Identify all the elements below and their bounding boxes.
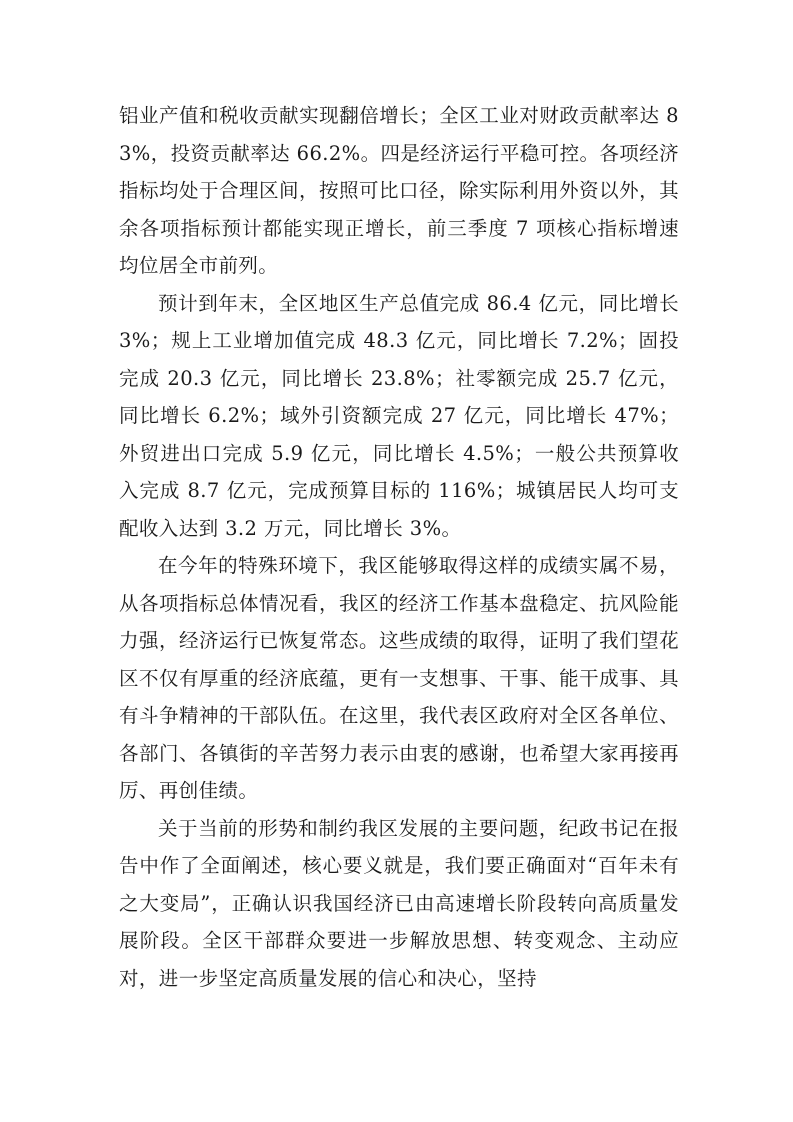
- paragraph-3: 在今年的特殊环境下，我区能够取得这样的成绩实属不易，从各项指标总体情况看，我区的经济工作基本盘稳定、抗风险能力强，经济运行已恢复常态。这些成绩的取得，证明了我们望花区不仅有厚重的经济底蕴，更有一支想事、干事、能干成事、具有斗争精神的干部队伍。在这里，我代表区政府对全区各单位、各部门、各镇街的辛苦努力表示由衷的感谢，也希望大家再接再厉、再创佳绩。: [119, 554, 679, 802]
- document-body: [119, 97, 679, 997]
- paragraph-2: 预计到年末，全区地区生产总值完成 86.4 亿元，同比增长 3%；规上工业增加值完成 48.3 亿元，同比增长 7.2%；固投完成 20.3 亿元，同比增长 23.8%；社零额完成 25.7 亿元，同比增长 6.2%；域外引资额完成 27 亿元，同比增长 47%；外贸进出口完成 5.9 亿元，同比增长 4.5%；一般公共预算收入完成 8.7 亿元，完成预算目标的 116%；城镇居民人均可支配收入达到 3.2 万元，同比增长 3%。: [119, 291, 679, 540]
- paragraph-4: 关于当前的形势和制约我区发展的主要问题，纪政书记在报告中作了全面阐述，核心要义就是，我们要正确面对“百年未有之大变局”，正确认识我国经济已由高速增长阶段转向高质量发展阶段。全区干部群众要进一步解放思想、转变观念、主动应对，进一步坚定高质量发展的信心和决心，坚持: [119, 816, 679, 990]
- paragraph-1: 铝业产值和税收贡献实现翻倍增长；全区工业对财政贡献率达 83%，投资贡献率达 66.2%。四是经济运行平稳可控。各项经济指标均处于合理区间，按照可比口径，除实际利用外资以外，其余各项指标预计都能实现正增长，前三季度 7 项核心指标增速均位居全市前列。: [119, 104, 679, 277]
